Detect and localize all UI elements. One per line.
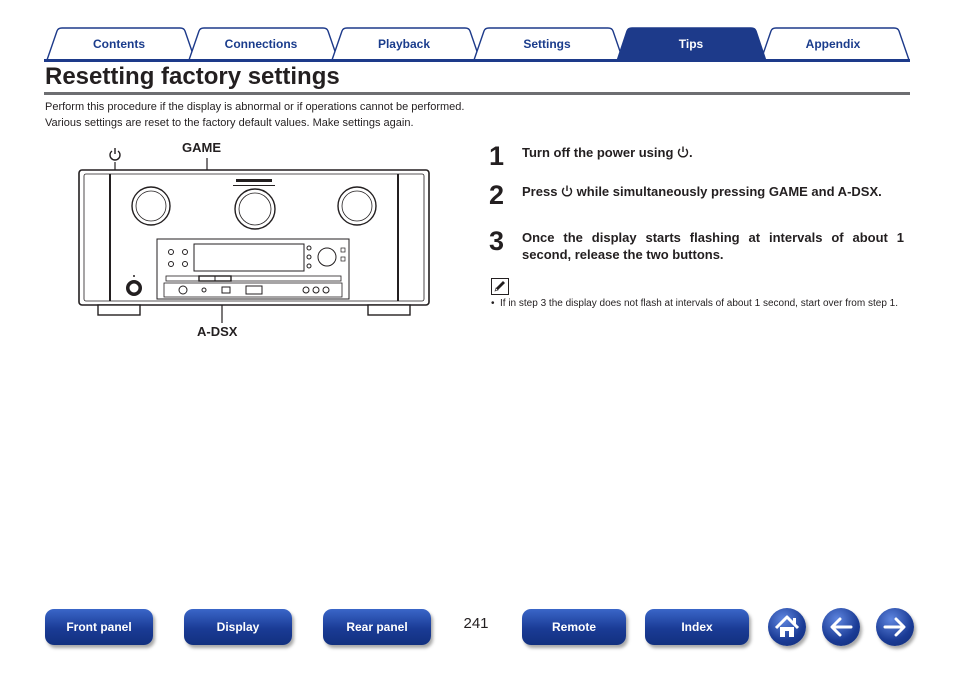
power-label-icon bbox=[110, 148, 120, 160]
step-number: 1 bbox=[489, 141, 505, 171]
forward-button[interactable] bbox=[876, 608, 914, 646]
tab-appendix[interactable]: Appendix bbox=[805, 37, 861, 51]
index-button[interactable]: Index bbox=[645, 609, 749, 645]
step-3 bbox=[489, 227, 909, 267]
step-text-part: Turn off the power using bbox=[522, 145, 678, 160]
pencil-icon bbox=[491, 278, 509, 295]
step-text-part: . bbox=[689, 145, 693, 160]
note-bullet: • bbox=[491, 298, 495, 309]
intro-text bbox=[45, 99, 464, 131]
game-label: GAME bbox=[182, 140, 221, 155]
display-button[interactable]: Display bbox=[184, 609, 292, 645]
note-text bbox=[491, 296, 909, 311]
power-icon bbox=[677, 146, 689, 158]
tab-contents[interactable]: Contents bbox=[93, 37, 145, 51]
home-button[interactable] bbox=[768, 608, 806, 646]
power-icon bbox=[561, 185, 573, 197]
step-number: 3 bbox=[489, 226, 505, 256]
step-text-part: while simultaneously pressing GAME and A-DSX. bbox=[573, 184, 882, 199]
remote-button[interactable]: Remote bbox=[522, 609, 626, 645]
note-body: If in step 3 the display does not flash at intervals of about 1 second, start over from step 1. bbox=[500, 298, 898, 309]
step-text-part: Press bbox=[522, 184, 562, 199]
arrow-left-icon bbox=[822, 608, 860, 646]
title-divider bbox=[44, 92, 910, 95]
home-icon bbox=[768, 608, 806, 646]
receiver-drawing bbox=[76, 136, 448, 342]
tab-tips[interactable]: Tips bbox=[678, 37, 704, 51]
step-number: 2 bbox=[489, 180, 505, 210]
step-2 bbox=[489, 181, 909, 221]
page-number: 241 bbox=[463, 615, 489, 632]
rear-panel-button[interactable]: Rear panel bbox=[323, 609, 431, 645]
intro-line-1: Perform this procedure if the display is abnormal or if operations cannot be performed. bbox=[45, 101, 465, 113]
step-1 bbox=[489, 142, 909, 172]
step-text bbox=[522, 229, 904, 263]
step-text bbox=[522, 144, 904, 161]
step-text-part: Once the display starts flashing at intervals of about 1 second, release the two buttons. bbox=[522, 230, 904, 262]
intro-line-2: Various settings are reset to the factory default values. Make settings again. bbox=[45, 117, 414, 129]
front-panel-button[interactable]: Front panel bbox=[45, 609, 153, 645]
receiver-illustration bbox=[76, 136, 448, 342]
tab-bar bbox=[44, 27, 910, 61]
adsx-label: A-DSX bbox=[197, 324, 238, 339]
back-button[interactable] bbox=[822, 608, 860, 646]
page-title: Resetting factory settings bbox=[45, 63, 340, 90]
tab-settings[interactable]: Settings bbox=[523, 37, 571, 51]
arrow-right-icon bbox=[876, 608, 914, 646]
tab-baseline bbox=[44, 59, 910, 62]
step-text bbox=[522, 183, 904, 200]
tab-playback[interactable]: Playback bbox=[377, 37, 431, 51]
tab-connections[interactable]: Connections bbox=[224, 37, 298, 51]
